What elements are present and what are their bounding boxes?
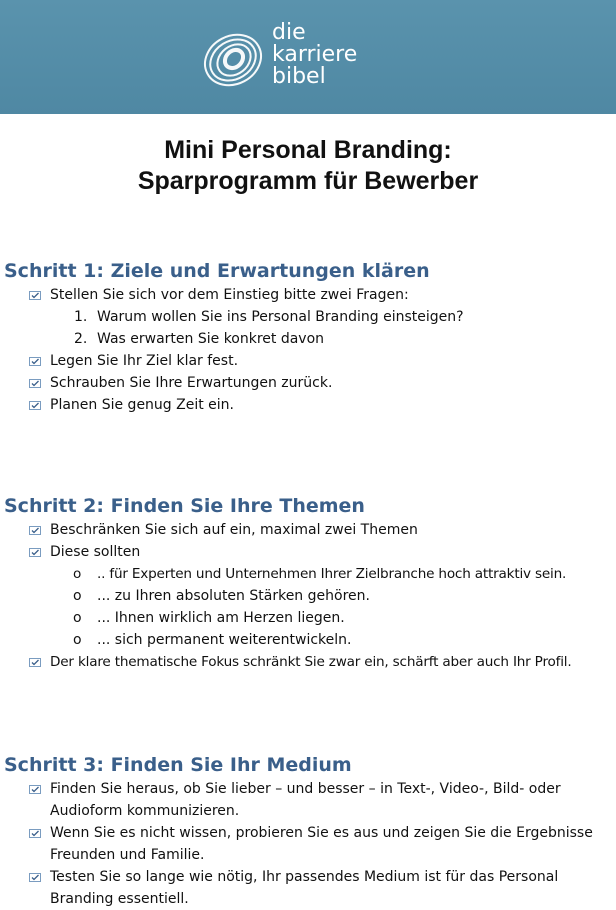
logo-line-1: die xyxy=(272,20,306,45)
list-item-text: Beschränken Sie sich auf ein, maximal zwei Themen xyxy=(50,522,418,538)
section-step-1 xyxy=(0,260,616,416)
list-item-text: Legen Sie Ihr Ziel klar fest. xyxy=(50,353,239,369)
list-item-text: Diese sollten xyxy=(50,544,141,560)
sub-item-marker: 1. xyxy=(74,309,88,325)
list-item xyxy=(0,394,616,416)
sub-item-text: Warum wollen Sie ins Personal Branding einsteigen? xyxy=(97,309,464,325)
sub-item-marker: o xyxy=(73,610,82,626)
check-bullet-icon xyxy=(29,873,41,882)
section-step-3 xyxy=(0,754,616,910)
sub-item-text: ... sich permanent weiterentwickeln. xyxy=(97,632,352,648)
karrierebibel-logo-icon xyxy=(198,24,268,94)
list-item-text: Planen Sie genug Zeit ein. xyxy=(50,397,235,413)
sub-item xyxy=(0,328,616,350)
logo-line-2: karriere xyxy=(272,42,358,67)
sub-item-text: .. für Experten und Unternehmen Ihrer Zielbranche hoch attraktiv sein. xyxy=(97,566,567,582)
bullet-list xyxy=(0,778,616,910)
check-bullet-icon xyxy=(29,401,41,410)
list-item xyxy=(0,822,616,866)
sub-item-text: ... zu Ihren absoluten Stärken gehören. xyxy=(97,588,370,604)
check-bullet-icon xyxy=(29,379,41,388)
list-item xyxy=(0,519,616,541)
list-item-text-cont: Audioform kommunizieren. xyxy=(50,803,240,819)
list-item xyxy=(0,866,616,910)
logo-line-3: bibel xyxy=(272,64,326,89)
sub-item xyxy=(0,607,616,629)
sub-item-marker: o xyxy=(73,566,82,582)
section-heading: Schritt 1: Ziele und Erwartungen klären xyxy=(4,260,430,282)
sub-item-marker: 2. xyxy=(74,331,88,347)
bullet-list xyxy=(0,519,616,673)
check-bullet-icon xyxy=(29,829,41,838)
sub-item xyxy=(0,306,616,328)
sub-item-marker: o xyxy=(73,588,82,604)
section-heading: Schritt 2: Finden Sie Ihre Themen xyxy=(4,495,365,517)
list-item-text: Stellen Sie sich vor dem Einstieg bitte zwei Fragen: xyxy=(50,287,409,303)
title-line-1: Mini Personal Branding: xyxy=(164,136,452,164)
sub-item-marker: o xyxy=(73,632,82,648)
list-item xyxy=(0,350,616,372)
check-bullet-icon xyxy=(29,291,41,300)
sub-item xyxy=(0,563,616,585)
check-bullet-icon xyxy=(29,548,41,557)
sub-item-text: Was erwarten Sie konkret davon xyxy=(97,331,325,347)
check-bullet-icon xyxy=(29,785,41,794)
list-item-text-cont: Freunden und Familie. xyxy=(50,847,205,863)
list-item-text: Der klare thematische Fokus schränkt Sie zwar ein, schärft aber auch Ihr Profil. xyxy=(50,654,572,670)
list-item-text: Finden Sie heraus, ob Sie lieber – und besser – in Text-, Video-, Bild- oder xyxy=(50,781,561,797)
page-title xyxy=(0,135,616,197)
sub-item-text: ... Ihnen wirklich am Herzen liegen. xyxy=(97,610,345,626)
list-item xyxy=(0,372,616,394)
list-item xyxy=(0,651,616,673)
sub-item xyxy=(0,629,616,651)
check-bullet-icon xyxy=(29,357,41,366)
list-item-text: Testen Sie so lange wie nötig, Ihr passendes Medium ist für das Personal xyxy=(50,869,559,885)
list-item xyxy=(0,541,616,563)
list-item-text: Schrauben Sie Ihre Erwartungen zurück. xyxy=(50,375,333,391)
header-banner xyxy=(0,0,616,114)
list-item xyxy=(0,284,616,306)
sub-item xyxy=(0,585,616,607)
list-item xyxy=(0,778,616,822)
bullet-list xyxy=(0,284,616,416)
section-heading: Schritt 3: Finden Sie Ihr Medium xyxy=(4,754,352,776)
list-item-text: Wenn Sie es nicht wissen, probieren Sie es aus und zeigen Sie die Ergebnisse xyxy=(50,825,593,841)
check-bullet-icon xyxy=(29,658,41,667)
title-line-2: Sparprogramm für Bewerber xyxy=(137,167,479,195)
section-step-2 xyxy=(0,495,616,673)
logo-wordmark xyxy=(272,22,357,88)
list-item-text-cont: Branding essentiell. xyxy=(50,891,189,907)
check-bullet-icon xyxy=(29,526,41,535)
